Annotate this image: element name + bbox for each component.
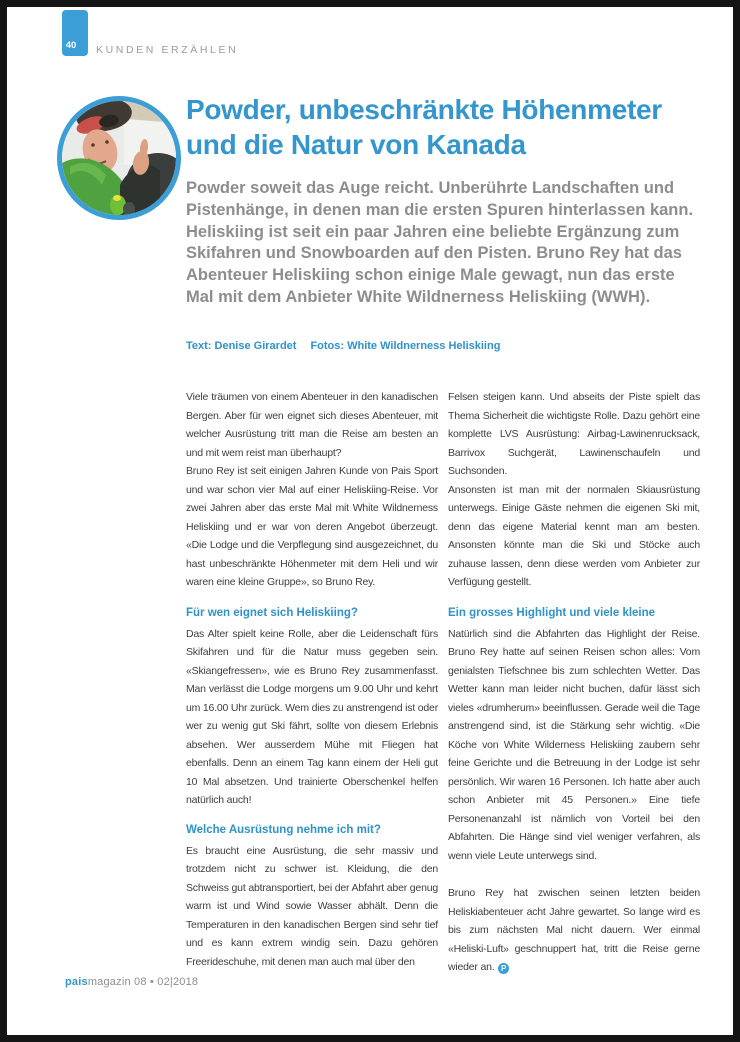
article-lead: Powder soweit das Auge reicht. Unberührte Landschaften und Pistenhänge, in denen man die ersten Spuren hinterlassen kann. Heliskiing ist seit ein paar Jahren eine beliebte Ergänzung zum Skifahren und Snowboarden auf den Pisten. Bruno Rey hat das Abenteuer Heliskiing schon einige Male gewagt, nun das erste Mal mit dem Anbieter White Wildnerness Heliskiing (WWH). bbox=[186, 179, 694, 306]
article-column-right bbox=[448, 388, 700, 977]
page-number: 40 bbox=[65, 40, 77, 51]
byline-text-credit: Text: Denise Girardet bbox=[186, 340, 297, 352]
paragraph: Bruno Rey ist seit einigen Jahren Kunde von Pais Sport und war schon vier Mal auf einer Heliskiing-Reise. Vor zwei Jahren aber das erste Mal mit White Wildnerness Heliskiing und er war von deren Angebot überzeugt. «Die Lodge und die Verpflegung sind ausgezeichnet, du hast unbeschränkte Höhenmeter mit dem Heli und wir waren eine kleine Gruppe», so Bruno Rey. bbox=[186, 465, 438, 588]
section-heading: Für wen eignet sich Heliskiing? bbox=[186, 606, 358, 619]
article-end-mark-icon: P bbox=[498, 963, 509, 974]
section-heading: Ein grosses Highlight und viele kleine bbox=[448, 606, 656, 619]
byline-photo-credit: Fotos: White Wildnerness Heliskiing bbox=[310, 340, 501, 352]
article-body bbox=[186, 388, 700, 977]
paragraph: Das Alter spielt keine Rolle, aber die Leidenschaft fürs Skifahren und für die Natur muss gegeben sein. «Skiangefressen», wie es Bruno Rey zusammenfasst. Man verlässt die Lodge morgens um 9.00 Uhr und kehrt um 16.00 Uhr zurück. Wem dies zu anstrengend ist oder wer zu wenig gut Ski fährt, sollte von diesem Erlebnis absehen. Wer ausserdem Mühe mit Fliegen hat ebenfalls. Denn an einem Tag kann einem der Heli gut 10 Mal absetzen. Und trainierte Oberschenkel helfen natürlich auch! bbox=[186, 627, 438, 806]
article-title bbox=[186, 92, 662, 162]
paragraph: Es braucht eine Ausrüstung, die sehr massiv und trotzdem nicht zu schwer ist. Kleidung, die den Schweiss gut abtransportiert, bei der Abfahrt aber genug warm ist und Wind sowie Wasser abhält. Denn die Temperaturen in den kanadischen Bergen sind sehr tief und es kann extrem windig sein. Dazu gehören Freerideschuhe, mit denen man auch mal über den bbox=[186, 844, 438, 968]
paragraph: Natürlich sind die Abfahrten das Highlight der Reise. Bruno Rey hatte auf seinen Reisen schon alles: Vom genialsten Tiefschnee bis zum schlechten Wetter. Das Wetter kann man leider nicht buchen, dafür lässt sich vieles «drumherum» beeinflussen. Gerade weil die Tage anstrengend sind, ist die Stärkung sehr wichtig. «Die Köche von White Wilderness Heliskiing zaubern sehr feine Gerichte und die Betreuung in der Lodge ist sehr persönlich. Wir waren 16 Personen. Ich hatte aber auch schon Anbieter mit 45 Personen.» Eine tiefe Personenanzahl ist nämlich von Vorteil bei den Abfahrten. Die Hänge sind viel weniger verfahren, als wenn viele Leute unterwegs sind. bbox=[448, 627, 700, 862]
paragraph-text: Bruno Rey hat zwischen seinen letzten beiden Heliskiabenteuer acht Jahre gewartet. So lange wird es bis zum nächsten Mal nicht dauern. Wer einmal «Heliski-Luft» geschnuppert hat, tritt die Reise gerne wieder an. bbox=[448, 887, 700, 973]
paragraph bbox=[448, 884, 700, 977]
footer-issue: magazin 08 • 02|2018 bbox=[87, 976, 199, 988]
page-number-tab bbox=[62, 10, 88, 56]
article-title-line2: und die Natur von Kanada bbox=[186, 129, 526, 160]
portrait-photo bbox=[57, 96, 181, 220]
section-heading: Welche Ausrüstung nehme ich mit? bbox=[186, 823, 381, 836]
paragraph: Ansonsten ist man mit der normalen Skiausrüstung unterwegs. Einige Gäste nehmen die eigenen Ski mit, denn das eigene Material kennt man am besten. Ansonsten könnte man die Ski und Stöcke auch zuhause lassen, denn diese werden vom Anbieter zur Verfügung gestellt. bbox=[448, 483, 700, 588]
paragraph: Felsen steigen kann. Und abseits der Piste spielt das Thema Sicherheit die wichtigste Rolle. Dazu gehört eine komplette LVS Ausrüstung: Airbag-Lawinenrucksack, Barrivox Suchgerät, Lawinenschaufeln und Suchsonden. bbox=[448, 391, 700, 477]
article-title-line1: Powder, unbeschränkte Höhenmeter bbox=[186, 94, 662, 125]
article-column-left bbox=[186, 388, 438, 977]
footer-brand: pais bbox=[65, 976, 88, 988]
paragraph: Viele träumen von einem Abenteuer in den kanadischen Bergen. Aber für wen eignet sich dieses Abenteuer, mit welcher Ausrüstung tritt man die Reise am besten an und mit wem reist man überhaupt? bbox=[186, 391, 438, 459]
portrait-skier-thumbs-up-icon bbox=[62, 101, 176, 215]
page-footer bbox=[65, 976, 198, 988]
byline bbox=[186, 340, 500, 352]
magazine-page bbox=[7, 7, 733, 1035]
section-label: KUNDEN ERZÄHLEN bbox=[96, 44, 239, 56]
